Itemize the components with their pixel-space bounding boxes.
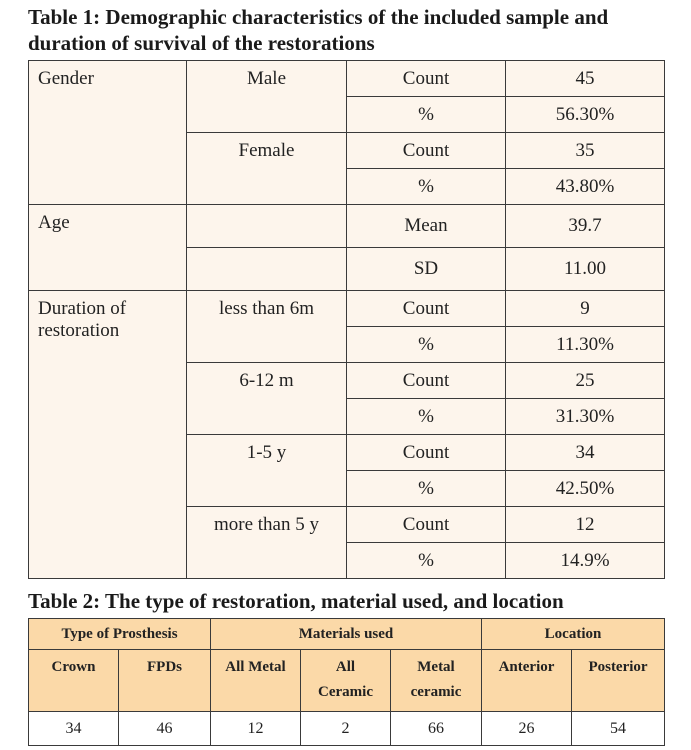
stat-label: Count [347,61,506,97]
table-cell: 54 [572,712,665,746]
restoration-table [28,618,665,746]
stat-label: Count [347,291,506,327]
group-header: Materials used [211,619,482,650]
table1-caption: Table 1: Demographic characteristics of the included sample and duration of survival of the restorations [28,5,609,55]
table-column-header-row [29,650,665,712]
stat-label: Count [347,435,506,471]
table-row [29,712,665,746]
column-header: Anterior [482,650,572,712]
male-label: Male [187,61,347,133]
table-row [29,61,665,97]
group-header: Location [482,619,665,650]
duration-label: Duration of restoration [29,291,187,579]
table-cell: 12 [211,712,301,746]
column-header: All Ceramic [301,650,391,712]
table-group-header-row [29,619,665,650]
demographics-table [28,60,665,579]
stat-label: % [347,471,506,507]
stat-label: % [347,543,506,579]
stat-label: % [347,169,506,205]
table-cell: 2 [301,712,391,746]
d1-pct: 11.30% [506,327,665,363]
duration-bucket-label: 1-5 y [187,435,347,507]
d1-count: 9 [506,291,665,327]
d3-pct: 42.50% [506,471,665,507]
stat-label: Mean [347,205,506,248]
stat-label: SD [347,248,506,291]
table-cell: 26 [482,712,572,746]
duration-bucket-label: less than 6m [187,291,347,363]
female-label: Female [187,133,347,205]
age-label: Age [29,205,187,291]
d2-pct: 31.30% [506,399,665,435]
gender-label: Gender [29,61,187,205]
female-pct: 43.80% [506,169,665,205]
d2-count: 25 [506,363,665,399]
d4-pct: 14.9% [506,543,665,579]
table-cell: 34 [29,712,119,746]
stat-label: % [347,399,506,435]
stat-label: Count [347,507,506,543]
stat-label: % [347,327,506,363]
column-header: Crown [29,650,119,712]
table-cell: 66 [391,712,482,746]
male-pct: 56.30% [506,97,665,133]
duration-bucket-label: 6-12 m [187,363,347,435]
female-count: 35 [506,133,665,169]
d4-count: 12 [506,507,665,543]
male-count: 45 [506,61,665,97]
empty-cell [187,248,347,291]
column-header: FPDs [119,650,211,712]
column-header: All Metal [211,650,301,712]
column-header: Posterior [572,650,665,712]
table-row [29,291,665,327]
age-sd: 11.00 [506,248,665,291]
empty-cell [187,205,347,248]
stat-label: Count [347,133,506,169]
table-cell: 46 [119,712,211,746]
duration-bucket-label: more than 5 y [187,507,347,579]
group-header: Type of Prosthesis [29,619,211,650]
stat-label: Count [347,363,506,399]
stat-label: % [347,97,506,133]
table2-caption: Table 2: The type of restoration, material used, and location [28,589,564,613]
table-row [29,205,665,248]
age-mean: 39.7 [506,205,665,248]
d3-count: 34 [506,435,665,471]
column-header: Metal ceramic [391,650,482,712]
